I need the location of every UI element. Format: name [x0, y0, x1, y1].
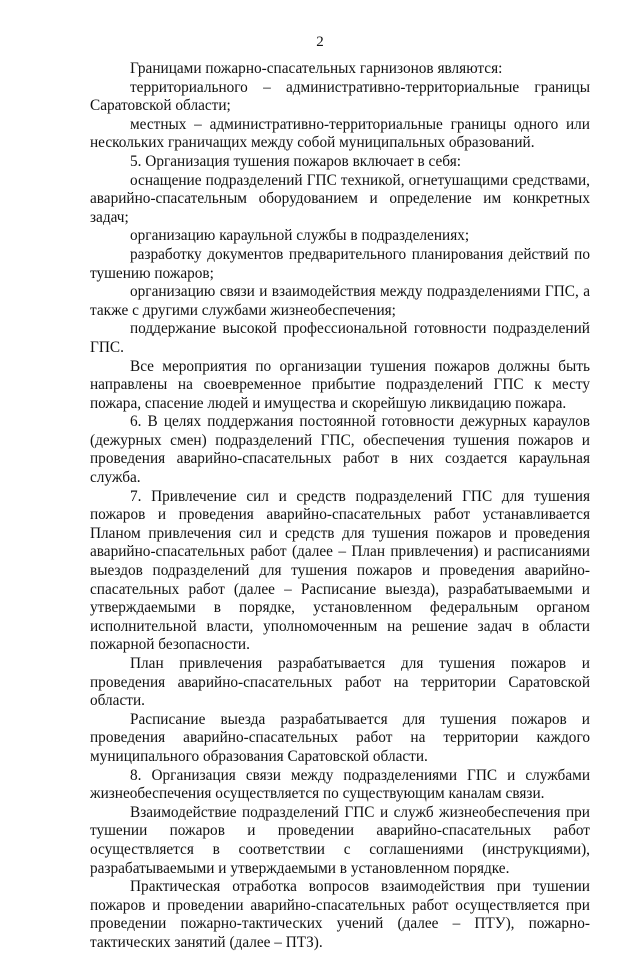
- paragraph-dispatch-schedule: Расписание выезда разрабатывается для тушения пожаров и проведения аварийно-спасательных работ на территории каждого муниципального образования Саратовской области.: [90, 710, 590, 765]
- paragraph-deployment-plan: План привлечения разрабатывается для тушения пожаров и проведения аварийно-спасательных работ на территории Саратовской области.: [90, 655, 590, 710]
- page-number: 2: [316, 34, 324, 50]
- paragraph-territorial-garrison: территориального – административно-территориальные границы Саратовской области;: [90, 78, 590, 115]
- paragraph-planning-documents: разработку документов предварительного планирования действий по тушению пожаров;: [90, 245, 590, 282]
- paragraph-readiness: поддержание высокой профессиональной готовности подразделений ГПС.: [90, 320, 590, 356]
- paragraph-section-5-heading: 5. Организация тушения пожаров включает в себя:: [130, 152, 461, 170]
- paragraph-equipment: оснащение подразделений ГПС техникой, огнетушащими средствами, аварийно-спасательным оборудованием и определение им конкретных задач;: [90, 171, 590, 226]
- paragraph-measures: Все мероприятия по организации тушения пожаров должны быть направлены на своевременное прибытие подразделений ГПС к месту пожара, спасение людей и имущества и скорейшую ликвидацию пожара.: [90, 357, 590, 412]
- paragraph-interaction: Взаимодействие подразделений ГПС и служб жизнеобеспечения при тушении пожаров и проведении аварийно-спасательных работ осуществляется в соответствии с соглашениями (инструкциями), разрабатываемыми и утверждаемыми в установленном порядке.: [90, 803, 590, 877]
- paragraph-practical-training: Практическая отработка вопросов взаимодействия при тушении пожаров и проведении аварийно-спасательных работ осуществляется при проведении пожарно-тактических учений (далее – ПТУ), пожарно-тактических занятий (далее – ПТЗ).: [90, 878, 590, 951]
- paragraph-section-8: 8. Организация связи между подразделениями ГПС и службами жизнеобеспечения осуществляется по существующим каналам связи.: [90, 766, 590, 803]
- paragraph-section-6: 6. В целях поддержания постоянной готовности дежурных караулов (дежурных смен) подразделений ГПС, обеспечения тушения пожаров и проведения аварийно-спасательных работ в них создается караульная служба.: [90, 413, 590, 487]
- paragraph-garrison-borders: Границами пожарно-спасательных гарнизонов являются:: [130, 60, 503, 77]
- document-body: [90, 60, 590, 953]
- paragraph-local-garrison: местных – административно-территориальные границы одного или нескольких граничащих между собой муниципальных образований.: [90, 115, 590, 152]
- paragraph-section-7: 7. Привлечение сил и средств подразделений ГПС для тушения пожаров и проведения аварийно-спасательных работ устанавливается Планом привлечения сил и средств для тушения пожаров и проведения аварийно-спасательных работ (далее – План привлечения) и расписаниями выездов подразделений для тушения пожаров и проведения аварийно-спасательных работ (далее – Расписание выезда), разрабатываемыми и утверждаемыми в порядке, установленном федеральным органом исполнительной власти, уполномоченным на решение задач в области пожарной безопасности.: [90, 487, 590, 654]
- paragraph-communication: организацию связи и взаимодействия между подразделениями ГПС, а также с другими службами жизнеобеспечения;: [90, 283, 590, 319]
- paragraph-guard-service: организацию караульной службы в подразделениях;: [130, 227, 470, 245]
